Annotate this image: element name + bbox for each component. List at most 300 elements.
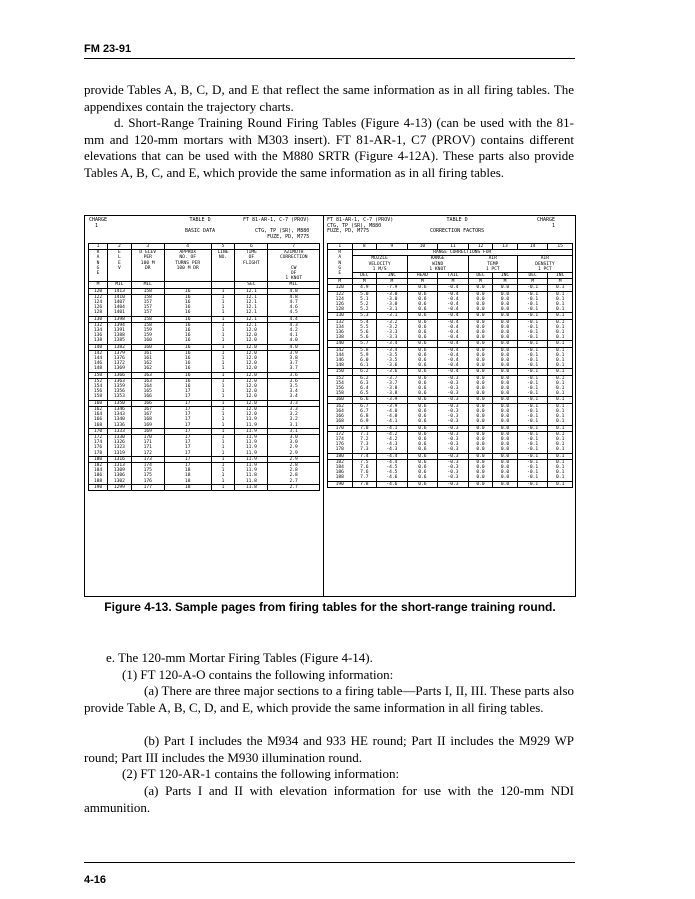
- table-cell: 1: [89, 244, 108, 250]
- table-cell: 166: [131, 400, 164, 406]
- table-cell: 172 174 176 178: [89, 434, 108, 456]
- table-cell: 1: [211, 456, 235, 462]
- table-cell: 7.5 7.6 7.6 7.7: [352, 459, 377, 481]
- table-cell: 1363 1359 1356 1353: [108, 378, 132, 400]
- table-cell: -4.4 -4.5 -4.5 -4.6: [377, 459, 408, 481]
- table-row: [89, 322, 320, 344]
- table-cell: 18: [164, 484, 211, 490]
- paragraph-e1: (1) FT 120-A-O contains the following information:: [122, 667, 394, 682]
- table-cell: 0.6: [407, 397, 438, 403]
- table-cell: -3.0 -3.0 -3.0 -3.1: [377, 291, 408, 313]
- table-cell: 5.8 5.9 6.0 6.1: [352, 347, 377, 369]
- table-cell: 1413: [108, 288, 132, 294]
- table-cell: -0.1: [517, 397, 548, 403]
- table-cell: -3.2 -3.2 -3.3 -3.3: [377, 319, 408, 341]
- table-row: [328, 397, 573, 403]
- table-cell: 162 164 166 168: [89, 406, 108, 428]
- table-cell: 0.1 0.1 0.1 0.1: [548, 319, 573, 341]
- table-cell: 0.0 0.0 0.0 0.0: [493, 403, 518, 425]
- table-cell: 162 164 166 168: [328, 403, 353, 425]
- table-cell: -7.9: [377, 285, 408, 291]
- table-cell: 1316: [108, 456, 132, 462]
- table-cell: 0.6: [407, 285, 438, 291]
- table-row: [328, 347, 573, 369]
- table-cell: 5.3: [352, 313, 377, 319]
- table-cell: -0.4: [438, 341, 469, 347]
- table-cell: 0.6 0.6 0.6 0.6: [407, 347, 438, 369]
- table-cell: -0.1 -0.1 -0.1 -0.1: [517, 291, 548, 313]
- table-cell: 16 16 16 16: [164, 322, 211, 344]
- table-cell: 1: [211, 428, 235, 434]
- table-cell: MIL: [131, 282, 164, 288]
- table-cell: M: [517, 279, 548, 285]
- table-cell: 0.0: [493, 453, 518, 459]
- figure-caption: Figure 4-13. Sample pages from firing tables for the short-range training round.: [104, 600, 556, 614]
- table-cell: 9: [377, 244, 408, 250]
- table-cell: 4.0: [268, 344, 320, 350]
- table-cell: -0.1 -0.1 -0.1 -0.1: [517, 375, 548, 397]
- left-basic-data-table: [88, 243, 320, 491]
- table-cell: 0.6 0.6 0.6 0.6: [407, 403, 438, 425]
- table-cell: 16 16 16 16: [164, 294, 211, 316]
- table-cell: 17: [164, 428, 211, 434]
- table-cell: -0.1: [517, 313, 548, 319]
- table-cell: AIR DENSITY 1 PCT: [517, 256, 572, 273]
- table-row: [328, 341, 573, 347]
- table-cell: 12.0: [235, 372, 268, 378]
- table-cell: 161 161 162 162: [131, 350, 164, 372]
- table-cell: LINE NO.: [211, 250, 235, 282]
- table-cell: -0.3: [438, 481, 469, 487]
- table-cell: 12.0: [235, 344, 268, 350]
- table-cell: 3.1: [268, 428, 320, 434]
- table-cell: 2.8 2.8 2.8 2.7: [268, 462, 320, 484]
- table-cell: M: [328, 279, 353, 285]
- table-cell: 5: [211, 244, 235, 250]
- table-cell: 12.0 12.0 11.9 11.9: [235, 406, 268, 428]
- table-cell: 1: [211, 316, 235, 322]
- table-cell: 5.4 5.5 5.6 5.6: [352, 319, 377, 341]
- table-cell: 0.0 0.0 0.0 0.0: [468, 375, 493, 397]
- table-cell: 130: [89, 316, 108, 322]
- table-cell: 2: [108, 244, 132, 250]
- table-cell: 17 17 17 17: [164, 434, 211, 456]
- table-cell: TAIL: [438, 273, 469, 279]
- table-cell: 7.4: [352, 453, 377, 459]
- table-cell: -0.1: [517, 369, 548, 375]
- table-cell: 1313 1309 1306 1302: [108, 462, 132, 484]
- table-cell: E L E V: [108, 250, 132, 282]
- right-table-title: TABLE D CORRECTION FACTORS: [430, 217, 485, 234]
- table-cell: 0.0: [493, 313, 518, 319]
- table-cell: -0.1 -0.1 -0.1 -0.1: [517, 431, 548, 453]
- table-row: [328, 453, 573, 459]
- table-cell: RANGE WIND 1 KNOT: [407, 256, 468, 273]
- table-cell: 0.1: [548, 341, 573, 347]
- table-cell: 1 1 1 1: [211, 406, 235, 428]
- table-cell: 12.0 12.0 12.0 12.0: [235, 378, 268, 400]
- table-cell: 3.6: [268, 372, 320, 378]
- table-cell: -4.6: [377, 481, 408, 487]
- table-cell: 3.0 3.0 2.9 2.9: [268, 434, 320, 456]
- table-cell: 142 144 146 148: [328, 347, 353, 369]
- table-cell: 0.0 0.0 0.0 0.0: [493, 375, 518, 397]
- table-cell: 6: [235, 244, 268, 250]
- table-cell: 122 124 126 128: [328, 291, 353, 313]
- table-cell: 0.0 0.0 0.0 0.0: [493, 347, 518, 369]
- table-cell: 11.9: [235, 456, 268, 462]
- table-cell: -0.1: [517, 341, 548, 347]
- table-cell: AIR TEMP 1 PCT: [468, 256, 517, 273]
- right-correction-table: [327, 243, 573, 488]
- table-cell: 173: [131, 456, 164, 462]
- table-cell: 0.0 0.0 0.0 0.0: [468, 459, 493, 481]
- table-cell: 0.0: [468, 453, 493, 459]
- table-cell: 0.0 0.0 0.0 0.0: [468, 291, 493, 313]
- table-cell: 16: [164, 344, 211, 350]
- running-header: FM 23-91: [84, 43, 132, 55]
- table-cell: DEC: [468, 273, 493, 279]
- table-cell: -0.4 -0.4 -0.4 -0.4: [438, 291, 469, 313]
- table-cell: -0.1 -0.1 -0.1 -0.1: [517, 319, 548, 341]
- table-cell: 0.0 0.0 0.0 0.0: [493, 431, 518, 453]
- table-cell: 2.7: [268, 484, 320, 490]
- table-cell: 163: [131, 372, 164, 378]
- table-cell: -0.1: [517, 425, 548, 431]
- table-row: [328, 285, 573, 291]
- table-cell: 140: [328, 341, 353, 347]
- table-cell: AZIMUTH CORRECTION CW OF 1 KNOT: [268, 250, 320, 282]
- table-cell: 4.4: [268, 316, 320, 322]
- page-number: 4-16: [84, 874, 107, 886]
- table-cell: 0.1 0.1 0.1 0.1: [548, 403, 573, 425]
- table-row: [328, 319, 573, 341]
- table-cell: 1 1 1 1: [211, 350, 235, 372]
- paragraph-e1b: (b) Part I includes the M934 and 933 HE round; Part II includes the M929 WP round; Part III includes the M930 illumination round.: [84, 733, 574, 765]
- table-cell: M: [89, 282, 108, 288]
- table-cell: M: [548, 279, 573, 285]
- table-cell: 10: [407, 244, 438, 250]
- table-cell: 1330 1326 1323 1319: [108, 434, 132, 456]
- table-cell: 0.1: [548, 285, 573, 291]
- table-cell: 1333: [108, 428, 132, 434]
- table-cell: 1: [211, 372, 235, 378]
- table-cell: 170: [328, 425, 353, 431]
- table-cell: 1350: [108, 400, 132, 406]
- table-row: [89, 462, 320, 484]
- table-cell: 7.0: [352, 425, 377, 431]
- table-cell: 6.2: [352, 369, 377, 375]
- table-cell: 180: [328, 453, 353, 459]
- table-cell: 1394 1391 1388 1385: [108, 322, 132, 344]
- firing-table-figure: [84, 215, 576, 597]
- table-cell: 0.1: [548, 453, 573, 459]
- table-cell: 1 1 1 1: [211, 434, 235, 456]
- table-cell: 17: [164, 456, 211, 462]
- table-cell: 140: [89, 344, 108, 350]
- table-cell: 120: [89, 288, 108, 294]
- table-cell: 150: [328, 369, 353, 375]
- table-cell: 0.0: [468, 369, 493, 375]
- table-row: [328, 481, 573, 487]
- table-cell: 0.0 0.0 0.0 0.0: [468, 319, 493, 341]
- table-cell: 170: [89, 428, 108, 434]
- table-cell: 1 1 1 1: [211, 294, 235, 316]
- footer-rule: [84, 862, 575, 863]
- table-cell: -4.1: [377, 425, 408, 431]
- table-cell: -0.3 -0.3 -0.3 -0.3: [438, 431, 469, 453]
- table-cell: M: [377, 279, 408, 285]
- column-header-row: [328, 256, 573, 273]
- table-cell: 0.1 0.1 0.1 0.1: [548, 347, 573, 369]
- table-cell: 174 175 175 176: [131, 462, 164, 484]
- table-cell: 130: [328, 313, 353, 319]
- column-header-row: [89, 250, 320, 282]
- table-cell: 0.1 0.1 0.1 0.1: [548, 431, 573, 453]
- table-row: [328, 291, 573, 313]
- table-cell: 0.6: [407, 313, 438, 319]
- table-cell: 122 124 126 128: [89, 294, 108, 316]
- table-cell: 170 171 171 172: [131, 434, 164, 456]
- table-cell: 11.8: [235, 484, 268, 490]
- table-cell: 158 159 159 160: [131, 322, 164, 344]
- table-cell: 0.1 0.1 0.1 0.1: [548, 459, 573, 481]
- table-cell: 0.0: [493, 341, 518, 347]
- table-cell: APPROX NO. OF TURNS PER 100 M DR: [164, 250, 211, 282]
- table-cell: 11.9 11.9 11.9 11.9: [235, 434, 268, 456]
- table-cell: -0.4: [438, 285, 469, 291]
- table-cell: M: [438, 279, 469, 285]
- table-cell: 4.9: [352, 285, 377, 291]
- table-cell: -3.4: [377, 341, 408, 347]
- table-cell: 160: [328, 397, 353, 403]
- table-cell: 4.8 4.7 4.6 4.5: [268, 294, 320, 316]
- table-cell: DEC: [517, 273, 548, 279]
- table-cell: 190: [328, 481, 353, 487]
- table-cell: 0.0 0.0 0.0 0.0: [468, 347, 493, 369]
- table-cell: HEAD: [407, 273, 438, 279]
- table-row: [89, 434, 320, 456]
- table-cell: 1382: [108, 344, 132, 350]
- table-cell: -3.1: [377, 313, 408, 319]
- table-cell: -3.9 -4.0 -4.0 -4.1: [377, 403, 408, 425]
- table-cell: 3.9 3.8 3.7 3.7: [268, 350, 320, 372]
- left-ft-id: FT 81-AR-1, C-7 (PROV) CTG, TP (SR), M880 FUZE, PD, M775: [243, 217, 310, 240]
- table-cell: 152 154 156 158: [89, 378, 108, 400]
- table-cell: INC: [377, 273, 408, 279]
- table-cell: 17 17 17 17: [164, 406, 211, 428]
- table-row: [328, 459, 573, 481]
- table-cell: -3.9: [377, 397, 408, 403]
- table-cell: 160: [131, 344, 164, 350]
- table-cell: MIL: [108, 282, 132, 288]
- table-cell: 0.1: [548, 397, 573, 403]
- range-header-cell: R A N G E: [328, 250, 353, 279]
- table-cell: 11.9: [235, 428, 268, 434]
- table-cell: 0.0: [468, 285, 493, 291]
- table-cell: 190: [89, 484, 108, 490]
- table-cell: 1: [211, 484, 235, 490]
- table-cell: 163 164 165 166: [131, 378, 164, 400]
- table-cell: 12.1 12.1 12.1 12.1: [235, 294, 268, 316]
- table-row: [328, 403, 573, 425]
- table-cell: -0.3 -0.3 -0.3 -0.3: [438, 403, 469, 425]
- table-cell: 0.6: [407, 425, 438, 431]
- table-cell: 1 1 1 1: [211, 322, 235, 344]
- table-cell: 16: [164, 372, 211, 378]
- table-cell: 3.3 3.2 3.2 3.1: [268, 406, 320, 428]
- table-cell: 6.6: [352, 397, 377, 403]
- table-cell: 120: [328, 285, 353, 291]
- table-cell: -0.4 -0.4 -0.4 -0.4: [438, 347, 469, 369]
- table-cell: MUZZLE VELOCITY 1 M/S: [352, 256, 407, 273]
- table-cell: 1346 1343 1340 1336: [108, 406, 132, 428]
- table-cell: 12.0: [235, 400, 268, 406]
- table-cell: INC: [548, 273, 573, 279]
- table-cell: 1379 1376 1372 1369: [108, 350, 132, 372]
- table-cell: SEC: [235, 282, 268, 288]
- table-cell: -0.1: [517, 453, 548, 459]
- table-row: [89, 294, 320, 316]
- table-cell: 0.6: [407, 481, 438, 487]
- table-cell: 3.6 3.5 3.4 3.4: [268, 378, 320, 400]
- table-row: [328, 313, 573, 319]
- table-cell: 0.6 0.6 0.6 0.6: [407, 319, 438, 341]
- table-cell: 0.6 0.6 0.6 0.6: [407, 291, 438, 313]
- table-cell: M: [493, 279, 518, 285]
- table-cell: 0.0: [468, 397, 493, 403]
- table-cell: 7.1 7.2 7.3 7.3: [352, 431, 377, 453]
- table-cell: 1410 1407 1404 1401: [108, 294, 132, 316]
- table-cell: 4: [164, 244, 211, 250]
- table-cell: 158 157 157 157: [131, 294, 164, 316]
- table-cell: 0.6: [407, 341, 438, 347]
- table-cell: 16 16 16 16: [164, 350, 211, 372]
- table-cell: 11: [438, 244, 469, 250]
- table-cell: 0.6 0.6 0.6 0.6: [407, 431, 438, 453]
- table-cell: 0.0: [493, 481, 518, 487]
- table-cell: 0.6 0.6 0.6 0.6: [407, 375, 438, 397]
- table-cell: 158: [131, 316, 164, 322]
- paragraph-e2a: (a) Parts I and II with elevation information for use with the 120-mm NDI ammunition.: [84, 783, 574, 815]
- left-table-title: TABLE D BASIC DATA: [185, 217, 216, 234]
- table-cell: 132 134 136 138: [89, 322, 108, 344]
- table-cell: 0.6: [407, 369, 438, 375]
- table-cell: -0.4: [438, 369, 469, 375]
- table-cell: 3.3: [268, 400, 320, 406]
- table-cell: 0.1: [548, 481, 573, 487]
- table-cell: M: [352, 279, 377, 285]
- table-cell: 12.1 12.0 12.0 12.0: [235, 322, 268, 344]
- table-cell: 150: [89, 372, 108, 378]
- table-cell: 152 154 156 158: [328, 375, 353, 397]
- table-cell: 8: [352, 244, 377, 250]
- table-cell: 12.1: [235, 316, 268, 322]
- table-cell: -0.4: [438, 313, 469, 319]
- table-row: [89, 484, 320, 490]
- table-cell: 5.7: [352, 341, 377, 347]
- table-cell: 7: [268, 244, 320, 250]
- table-cell: -0.3: [438, 397, 469, 403]
- table-cell: -0.1: [517, 285, 548, 291]
- table-cell: 0.0: [493, 369, 518, 375]
- table-cell: 2.9: [268, 456, 320, 462]
- table-cell: 158: [131, 288, 164, 294]
- table-cell: -0.3 -0.3 -0.3 -0.3: [438, 459, 469, 481]
- table-cell: 0.0: [493, 285, 518, 291]
- table-cell: -0.1 -0.1 -0.1 -0.1: [517, 347, 548, 369]
- table-row: [89, 378, 320, 400]
- table-row: [89, 350, 320, 372]
- table-cell: 1 1 1 1: [211, 462, 235, 484]
- table-row: [328, 375, 573, 397]
- table-cell: 0.0 0.0 0.0 0.0: [493, 459, 518, 481]
- table-cell: 182 184 186 188: [89, 462, 108, 484]
- table-cell: -4.2 -4.2 -4.3 -4.3: [377, 431, 408, 453]
- table-cell: MIL: [268, 282, 320, 288]
- table-cell: 169: [131, 428, 164, 434]
- table-cell: 1: [211, 288, 235, 294]
- table-cell: 12.0 12.0 12.0 12.0: [235, 350, 268, 372]
- paragraph-intro: provide Tables A, B, C, D, and E that reflect the same information as in all firing tables. The appendixes contain the trajectory charts.: [84, 82, 574, 114]
- table-cell: M: [407, 279, 438, 285]
- table-cell: 0.0 0.0 0.0 0.0: [493, 291, 518, 313]
- table-cell: 7.8: [352, 481, 377, 487]
- table-cell: 17: [164, 400, 211, 406]
- table-cell: 1398: [108, 316, 132, 322]
- table-cell: 1299: [108, 484, 132, 490]
- group-title-cell: RANGE CORRECTIONS FOR: [352, 250, 572, 256]
- table-cell: 16 16 17 17: [164, 378, 211, 400]
- table-cell: 12: [468, 244, 493, 250]
- table-cell: 6.2 6.3 6.4 6.5: [352, 375, 377, 397]
- table-cell: 0.0: [493, 397, 518, 403]
- table-cell: 132 134 136 138: [328, 319, 353, 341]
- table-cell: 1 1 1 1: [211, 378, 235, 400]
- table-cell: 13: [493, 244, 518, 250]
- table-cell: 11.9 11.9 11.8 11.8: [235, 462, 268, 484]
- table-cell: 5.0 5.1 5.2 5.2: [352, 291, 377, 313]
- table-cell: 0.6: [407, 453, 438, 459]
- table-cell: -0.3: [438, 425, 469, 431]
- table-cell: 16: [164, 316, 211, 322]
- table-cell: 182 184 186 188: [328, 459, 353, 481]
- paragraph-e: e. The 120-mm Mortar Firing Tables (Figure 4-14).: [106, 650, 373, 665]
- table-cell: DEC: [352, 273, 377, 279]
- table-cell: INC: [493, 273, 518, 279]
- table-cell: M: [468, 279, 493, 285]
- table-cell: 0.0 0.0 0.0 0.0: [468, 403, 493, 425]
- table-cell: 1: [211, 400, 235, 406]
- subheader-row: [328, 273, 573, 279]
- header-rule: [84, 58, 575, 59]
- table-cell: 0.0: [468, 425, 493, 431]
- table-cell: 142 144 146 148: [89, 350, 108, 372]
- table-cell: 0.0 0.0 0.0 0.0: [493, 319, 518, 341]
- table-cell: 14: [517, 244, 548, 250]
- right-charge-label: CHARGE 1: [537, 217, 556, 229]
- page-divider: [323, 216, 324, 596]
- table-cell: -4.4: [377, 453, 408, 459]
- table-cell: 1: [328, 244, 353, 250]
- table-cell: 0.1 0.1 0.1 0.1: [548, 375, 573, 397]
- table-cell: 0.0 0.0 0.0 0.0: [468, 431, 493, 453]
- table-cell: 0.0: [468, 481, 493, 487]
- table-row: [89, 406, 320, 428]
- right-ft-id: FT 81-AR-1, C-7 (PROV) CTG, TP (SR), M880 FUZE, PD, M775: [327, 217, 394, 234]
- table-cell: 0.0: [468, 341, 493, 347]
- table-cell: 0.1: [548, 369, 573, 375]
